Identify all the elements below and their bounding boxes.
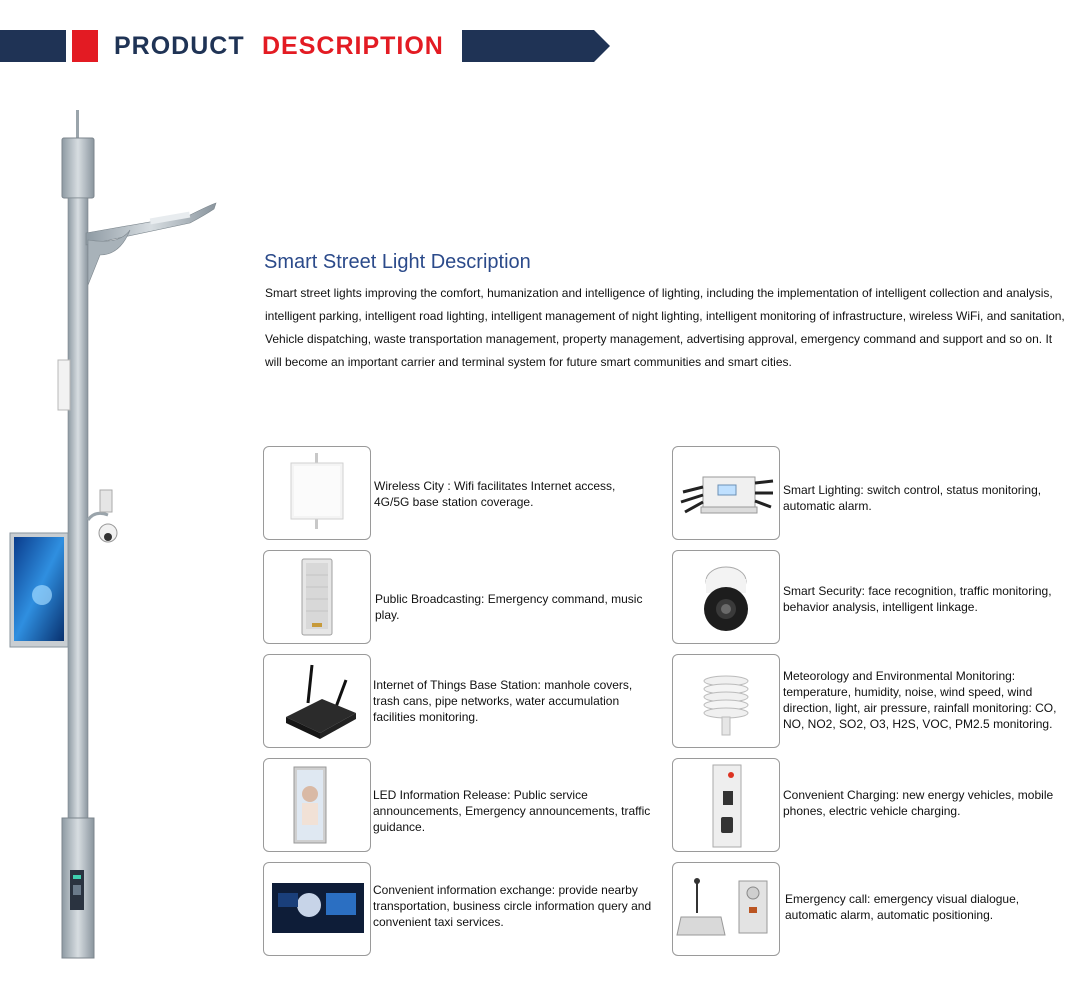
emergency-call-icon <box>673 863 779 955</box>
feature-text-led-info: LED Information Release: Public service announcements, Emergency announcements, traffic guidance. <box>373 788 651 834</box>
section-header-banner <box>0 30 620 62</box>
feature-text-emergency-call: Emergency call: emergency visual dialogue, automatic alarm, automatic positioning. <box>785 892 1020 922</box>
feature-image-info-exchange <box>263 862 371 956</box>
feature-image-emergency-call <box>672 862 780 956</box>
feature-image-wireless-city <box>263 446 371 540</box>
lighting-controller-icon <box>673 447 779 539</box>
wifi-antenna-icon <box>264 447 370 539</box>
led-screen-icon <box>264 759 370 851</box>
description-title: Smart Street Light Description <box>264 251 531 273</box>
banner-red-block <box>72 30 98 62</box>
feature-text-charging: Convenient Charging: new energy vehicles, mobile phones, electric vehicle charging. <box>783 788 1054 818</box>
dome-camera-icon <box>673 551 779 643</box>
description-body: Smart street lights improving the comfort, humanization and intelligence of lighting, including the implementation of intelligent collection and analysis, intelligent parking, intelligent road lighting, intelligent management of night lighting, intelligent monitoring of infrastructure, wireless WiFi, and sanitation, Vehicle dispatching, waste transportation management, property management, advertising approval, emergency command and support and so on. It will become an important carrier and terminal system for future smart communities and smart cities. <box>265 286 1065 369</box>
banner-left-bar <box>0 30 66 62</box>
banner-arrow-bar <box>462 30 612 62</box>
feature-image-smart-security <box>672 550 780 644</box>
router-icon <box>264 655 370 747</box>
feature-text-info-exchange: Convenient information exchange: provide nearby transportation, business circle information query and convenient taxi services. <box>373 883 652 929</box>
feature-image-smart-lighting <box>672 446 780 540</box>
header-word-description: DESCRIPTION <box>262 32 444 60</box>
feature-text-smart-lighting: Smart Lighting: switch control, status monitoring, automatic alarm. <box>783 483 1042 513</box>
feature-text-smart-security: Smart Security: face recognition, traffic monitoring, behavior analysis, intelligent linkage. <box>783 584 1052 614</box>
charging-pile-icon <box>673 759 779 851</box>
feature-text-iot-base-station: Internet of Things Base Station: manhole covers, trash cans, pipe networks, water accumulation facilities monitoring. <box>373 678 633 724</box>
weather-sensor-icon <box>673 655 779 747</box>
feature-image-iot-base-station <box>263 654 371 748</box>
smart-pole-image <box>0 105 230 960</box>
header-word-product: PRODUCT <box>114 32 245 60</box>
feature-text-meteorology: Meteorology and Environmental Monitoring: temperature, humidity, noise, wind speed, wind direction, light, air pressure, rainfall monitoring: CO, NO, NO2, SO2, O3, H2S, VOC, PM2.5 monitoring. <box>783 669 1057 731</box>
feature-text-wireless-city: Wireless City : Wifi facilitates Internet access, 4G/5G base station coverage. <box>374 479 616 509</box>
feature-image-charging <box>672 758 780 852</box>
feature-image-meteorology <box>672 654 780 748</box>
feature-text-public-broadcasting: Public Broadcasting: Emergency command, music play. <box>375 592 643 622</box>
speaker-column-icon <box>264 551 370 643</box>
info-display-icon <box>264 863 370 955</box>
feature-image-led-info <box>263 758 371 852</box>
feature-image-public-broadcasting <box>263 550 371 644</box>
